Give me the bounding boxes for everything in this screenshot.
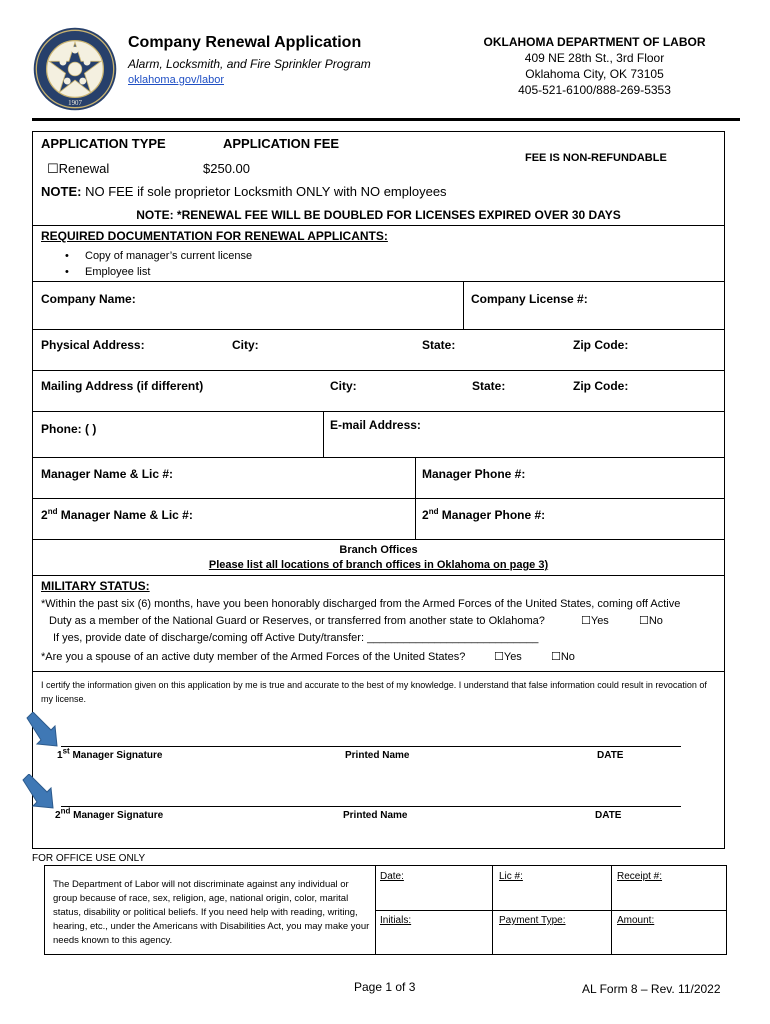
first-printed-name-label: Printed Name: [345, 750, 410, 761]
agency-block: [462, 34, 727, 98]
manager-name-field[interactable]: Manager Name & Lic #:: [41, 467, 174, 481]
mailing-address-row: [33, 371, 724, 412]
note-text: NO FEE if sole proprietor Locksmith ONLY with NO employees: [85, 184, 447, 199]
renewal-label: Renewal: [58, 161, 110, 176]
contact-row: [33, 412, 724, 458]
physical-address-field[interactable]: Physical Address:: [41, 338, 145, 352]
military-question-1c[interactable]: If yes, provide date of discharge/coming off Active Duty/transfer: ____________________________: [53, 632, 539, 644]
second-printed-name-label: Printed Name: [343, 810, 408, 821]
military-questions: [41, 596, 716, 666]
divider: [415, 499, 416, 539]
form-revision: AL Form 8 – Rev. 11/2022: [582, 982, 721, 996]
military-status-section: [33, 576, 724, 672]
second-manager-row: [33, 499, 724, 540]
physical-address-row: [33, 330, 724, 371]
mailing-state-field[interactable]: State:: [472, 379, 506, 393]
first-manager-signature-label: [57, 746, 163, 761]
signature-label: Manager Signature: [69, 750, 163, 761]
list-item: • Copy of manager’s current license: [85, 248, 252, 264]
office-initials-field[interactable]: Initials:: [380, 915, 412, 926]
ordinal-suffix: nd: [60, 806, 71, 816]
ordinal-suffix: st: [62, 746, 70, 756]
svg-text:1907: 1907: [68, 100, 82, 108]
second-manager-phone-field[interactable]: [422, 508, 545, 522]
company-name-field[interactable]: Company Name:: [41, 292, 136, 306]
signature-label: Manager Signature: [70, 810, 164, 821]
company-row: [33, 282, 724, 330]
office-payment-type-field[interactable]: Payment Type:: [499, 915, 566, 926]
oklahoma-seal-logo: [32, 26, 118, 112]
office-use-label: FOR OFFICE USE ONLY: [32, 853, 146, 864]
branch-offices-title: Branch Offices: [339, 544, 418, 556]
military-status-heading: MILITARY STATUS:: [41, 579, 150, 593]
arrow-icon: [25, 712, 65, 748]
military-question-1b: Duty as a member of the National Guard or Reserves, or transferred from another state to Oklahoma?: [49, 615, 545, 627]
second-manager-signature-label: [55, 806, 164, 821]
military-question-2-line: [41, 649, 716, 666]
second-date-label: DATE: [595, 810, 622, 821]
second-signature-line[interactable]: [61, 806, 681, 807]
no-fee-note: [41, 184, 447, 199]
renewal-option[interactable]: [47, 161, 109, 177]
agency-phones: 405-521-6100/888-269-5353: [518, 83, 671, 97]
office-receipt-field[interactable]: Receipt #:: [617, 871, 663, 882]
office-date-field[interactable]: Date:: [380, 871, 404, 882]
double-fee-note: NOTE: *RENEWAL FEE WILL BE DOUBLED FOR LICENSES EXPIRED OVER 30 DAYS: [136, 208, 621, 222]
divider: [415, 458, 416, 498]
fee-amount: $250.00: [203, 161, 250, 176]
manager-row: [33, 458, 724, 499]
ordinal-number: 2: [55, 810, 61, 821]
divider: [323, 412, 324, 457]
military-question-1a: *Within the past six (6) months, have you been honorably discharged from the Armed Forces of the United States, coming off Active: [41, 598, 681, 610]
agency-address-line2: Oklahoma City, OK 73105: [525, 67, 664, 81]
required-docs-section: [33, 226, 724, 282]
note-prefix: NOTE:: [41, 184, 82, 199]
required-docs-heading: REQUIRED DOCUMENTATION FOR RENEWAL APPLICANTS:: [41, 229, 388, 243]
ordinal-number: 2: [41, 508, 48, 522]
office-amount-field[interactable]: Amount:: [617, 915, 655, 926]
application-type-label: APPLICATION TYPE: [41, 136, 166, 151]
manager-phone-field[interactable]: Manager Phone #:: [422, 467, 526, 481]
ordinal-number: 2: [422, 508, 429, 522]
arrow-icon: [21, 774, 61, 810]
q2-no-checkbox[interactable]: ☐No: [551, 651, 575, 663]
q2-yes-checkbox[interactable]: ☐Yes: [494, 651, 522, 663]
application-type-section: [33, 132, 724, 226]
office-use-box: [44, 865, 727, 955]
military-question-1b-line: [41, 613, 716, 630]
physical-state-field[interactable]: State:: [422, 338, 456, 352]
field-label: Manager Name & Lic #:: [57, 508, 193, 522]
divider: [375, 910, 726, 911]
ordinal-number: 1: [57, 750, 63, 761]
nondiscrimination-statement: The Department of Labor will not discriminate against any individual or group because of race, sex, religion, age, national origin, color, marital status, disability or political beliefs. If you need help with reading, writing, hearing, etc., under the Americans with Disabilities Act, you may make your needs known to this agency.: [53, 879, 370, 946]
q1-yes-checkbox[interactable]: ☐Yes: [581, 615, 609, 627]
page-number: Page 1 of 3: [354, 980, 416, 994]
divider: [463, 282, 464, 329]
agency-name: OKLAHOMA DEPARTMENT OF LABOR: [483, 35, 706, 49]
physical-city-field[interactable]: City:: [232, 338, 259, 352]
branch-offices-instruction: Please list all locations of branch offices in Oklahoma on page 3): [208, 559, 549, 571]
certification-text: I certify the information given on this application by me is true and accurate to the best of my knowledge. I understand that false information could result in revocation of my license.: [41, 680, 707, 704]
military-question-2: *Are you a spouse of an active duty member of the Armed Forces of the United States?: [41, 651, 466, 663]
certification-section: [33, 672, 724, 848]
first-signature-line[interactable]: [61, 746, 681, 747]
application-form: [32, 131, 725, 849]
email-field[interactable]: E-mail Address:: [330, 418, 421, 432]
first-date-label: DATE: [597, 750, 624, 761]
second-manager-name-field[interactable]: [41, 508, 193, 522]
q1-no-checkbox[interactable]: ☐No: [639, 615, 663, 627]
agency-address-line1: 409 NE 28th St., 3rd Floor: [524, 51, 665, 65]
agency-website-link[interactable]: oklahoma.gov/labor: [128, 74, 225, 86]
header-rule: [32, 118, 740, 121]
form-title: Company Renewal Application: [128, 34, 362, 51]
program-subtitle: Alarm, Locksmith, and Fire Sprinkler Program: [128, 57, 371, 71]
ordinal-suffix: nd: [428, 507, 439, 516]
list-item: • Employee list: [85, 264, 252, 280]
mailing-city-field[interactable]: City:: [330, 379, 357, 393]
office-lic-field[interactable]: Lic #:: [499, 871, 523, 882]
field-label: Manager Phone #:: [438, 508, 546, 522]
mailing-zip-field[interactable]: Zip Code:: [573, 379, 629, 393]
ordinal-suffix: nd: [47, 507, 58, 516]
company-license-field[interactable]: Company License #:: [471, 292, 588, 306]
branch-offices-section: [33, 540, 724, 576]
phone-field[interactable]: Phone: ( ): [41, 422, 97, 436]
required-docs-list: [85, 248, 252, 280]
physical-zip-field[interactable]: Zip Code:: [573, 338, 629, 352]
application-fee-label: APPLICATION FEE: [223, 136, 340, 151]
mailing-address-field[interactable]: Mailing Address (if different): [41, 379, 204, 393]
renewal-checkbox[interactable]: ☐: [47, 161, 59, 176]
non-refundable-notice: FEE IS NON-REFUNDABLE: [525, 152, 667, 164]
